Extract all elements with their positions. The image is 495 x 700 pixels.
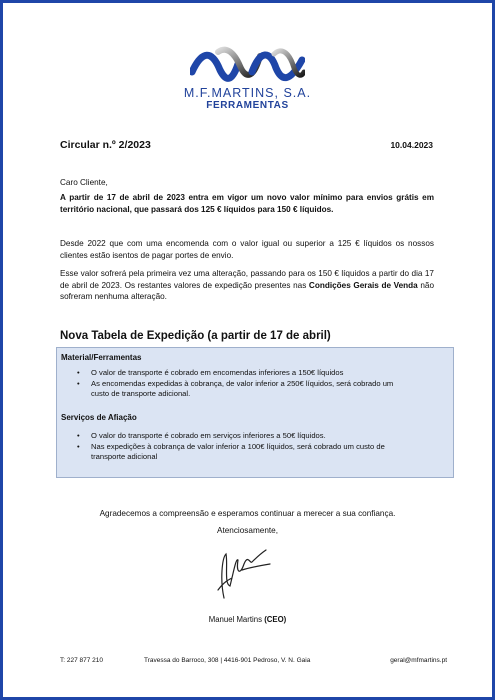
list-item: • O valor de transporte é cobrado em encomendas inferiores a 150€ líquidos	[57, 368, 397, 378]
signer-role: (CEO)	[264, 615, 287, 624]
paragraph-2: Desde 2022 que com uma encomenda com o valor igual ou superior a 125 € líquidos os nossos clientes estão isentos de pagar portes de envio.	[60, 239, 434, 260]
material-list	[57, 368, 397, 400]
greeting: Caro Cliente,	[60, 178, 108, 187]
company-subtitle: FERRAMENTAS	[206, 100, 289, 111]
section-title-material: Material/Ferramentas	[61, 353, 142, 362]
paragraph-1-text: A partir de 17 de abril de 2023 entra em vigor um novo valor mínimo para envios grátis em território nacional, que passará dos 125 € líquidos para 150 € líquidos.	[60, 193, 434, 214]
list-item: • Nas expedições à cobrança de valor inferior a 100€ líquidos, será cobrado um custo de transporte adicional	[57, 442, 397, 462]
shipping-table-title: Nova Tabela de Expedição (a partir de 17 de abril)	[60, 330, 331, 342]
paragraph-1	[60, 192, 434, 215]
circular-number: Circular n.º 2/2023	[60, 139, 151, 151]
footer-phone: T: 227 877 210	[60, 657, 104, 664]
footer-address: Travessa do Barroco, 308 | 4416-901 Pedroso, V. N. Gaia	[144, 657, 311, 664]
list-item: • As encomendas expedidas à cobrança, de valor inferior a 250€ líquidos, será cobrado um custo de transporte adicional.	[57, 379, 397, 399]
signer	[0, 615, 495, 624]
list-item: • O valor do transporte é cobrado em serviços inferiores a 50€ líquidos.	[57, 431, 397, 441]
company-name: M.F.MARTINS, S.A.	[183, 86, 312, 100]
conditions-link-text: Condições Gerais de Venda	[308, 280, 418, 290]
circular-date: 10.04.2023	[390, 140, 433, 150]
sharpening-list	[57, 431, 397, 463]
shipping-table-box	[56, 347, 454, 478]
section-title-sharpening: Serviços de Afiação	[61, 413, 137, 422]
company-logo	[190, 42, 305, 84]
signer-name: Manuel Martins	[208, 615, 263, 624]
footer-email[interactable]: geral@mfmartins.pt	[390, 657, 447, 664]
thanks-text: Agradecemos a compreensão e esperamos continuar a merecer a sua confiança.	[99, 509, 396, 518]
regards-text: Atenciosamente,	[217, 526, 278, 535]
paragraph-3-start: Esse valor sofrerá pela primeira vez uma alteração, passando para os 150 € líquidos a partir do dia 17 de abril de 2023. Os restantes valores de expedição presentes nas	[60, 269, 434, 290]
paragraph-3	[60, 268, 434, 303]
signature	[214, 540, 274, 608]
paragraph-3-end: não sofreram nenhuma alteração.	[60, 280, 435, 301]
